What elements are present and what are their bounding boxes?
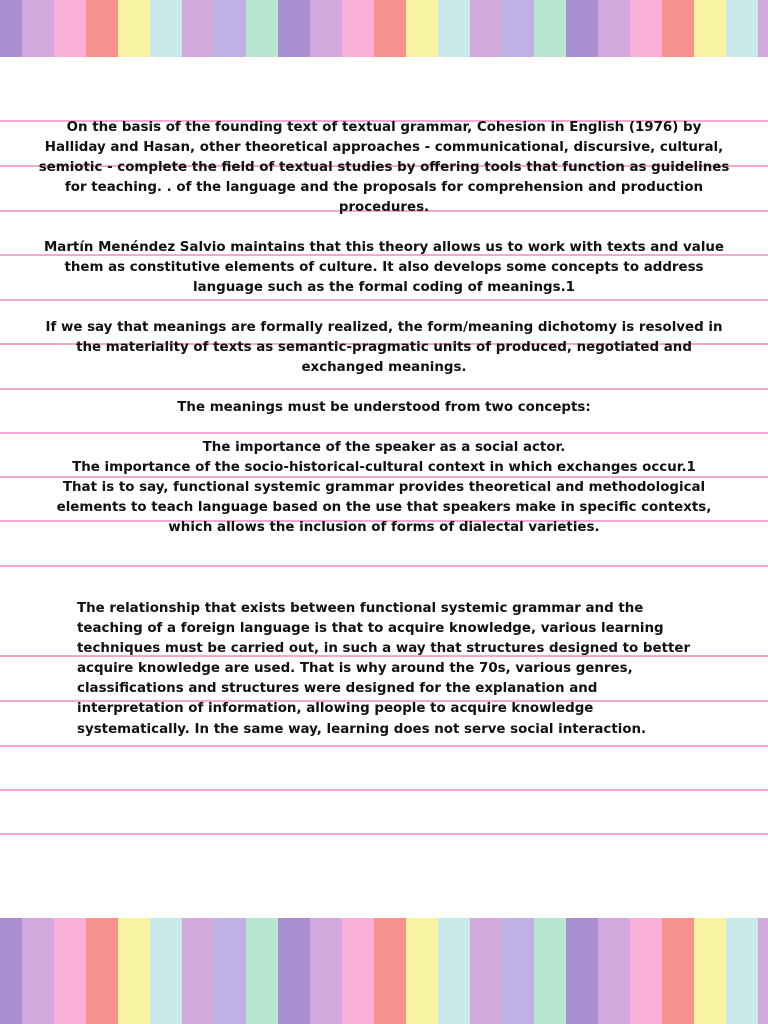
ruled-line — [0, 432, 768, 434]
ruled-line — [0, 565, 768, 567]
stripe — [86, 0, 118, 57]
stripe — [470, 918, 502, 1024]
paragraph-form-meaning: If we say that meanings are formally realized, the form/meaning dichotomy is resolved in the materiality of texts as semantic-pragmatic units of produced, negotiated and exchanged meanings. — [45, 320, 723, 376]
paragraph-cohesion-intro: On the basis of the founding text of textual grammar, Cohesion in English (1976) by Halliday and Hasan, other theoretical approaches - communicational, discursive, cultural, semiotic - complete the field of textual studies by offering tools that function as guidelines for teaching. . of the language and the proposals for comprehension and production procedures. — [38, 120, 730, 216]
stripe — [438, 918, 470, 1024]
stripe — [502, 918, 534, 1024]
stripe — [86, 918, 118, 1024]
stripe — [278, 0, 310, 57]
stripe — [694, 918, 726, 1024]
stripe — [0, 0, 22, 57]
stripe — [726, 918, 758, 1024]
stripe — [342, 918, 374, 1024]
stripe — [566, 0, 598, 57]
stripe — [342, 0, 374, 57]
stripe — [182, 918, 214, 1024]
stripe — [598, 918, 630, 1024]
ruled-line — [0, 789, 768, 791]
stripe — [118, 0, 150, 57]
stripe — [470, 0, 502, 57]
paragraph-menendez-salvio: Martín Menéndez Salvio maintains that this theory allows us to work with texts and value them as constitutive elements of culture. It also develops some concepts to address language such as the formal coding of meanings.1 — [43, 240, 725, 296]
stripe — [534, 0, 566, 57]
stripe — [278, 918, 310, 1024]
bottom-stripe-border — [0, 918, 768, 1024]
stripe — [566, 918, 598, 1024]
stripe — [246, 918, 278, 1024]
stripe — [54, 0, 86, 57]
stripe — [310, 918, 342, 1024]
ruled-line — [0, 833, 768, 835]
paragraph-foreign-language: The relationship that exists between functional systemic grammar and the teaching of a foreign language is that to acquire knowledge, various learning techniques must be carried out, in such a way that structures designed to better acquire knowledge are used. That is why around the 70s, various genres, classifications and structures were designed for the explanation and interpretation of information, allowing people to acquire knowledge systematically. In the same way, learning does not serve social interaction. — [77, 601, 691, 737]
ruled-line — [0, 388, 768, 390]
stripe — [214, 0, 246, 57]
stripe — [502, 0, 534, 57]
paragraph-speaker-context: The importance of the speaker as a social actor. The importance of the socio-historical-cultural context in which exchanges occur.1 That is to say, functional systemic grammar provides theoretical and methodological elements to teach language based on the use that speakers make in specific contexts, which allows the inclusion of forms of dialectal varieties. — [56, 440, 712, 536]
stripe — [374, 0, 406, 57]
stripe — [118, 918, 150, 1024]
stripe — [150, 0, 182, 57]
stripe — [534, 918, 566, 1024]
stripe — [22, 0, 54, 57]
stripe — [630, 0, 662, 57]
stripe — [406, 918, 438, 1024]
ruled-line — [0, 299, 768, 301]
top-stripe-border — [0, 0, 768, 57]
stripe — [246, 0, 278, 57]
stripe — [726, 0, 758, 57]
stripe — [214, 918, 246, 1024]
stripe — [662, 918, 694, 1024]
stripe — [54, 918, 86, 1024]
stripe — [598, 0, 630, 57]
stripe — [182, 0, 214, 57]
stripe — [310, 0, 342, 57]
ruled-line — [0, 745, 768, 747]
stripe — [22, 918, 54, 1024]
stripe — [758, 918, 768, 1024]
stripe — [630, 918, 662, 1024]
stripe — [662, 0, 694, 57]
stripe — [406, 0, 438, 57]
stripe — [758, 0, 768, 57]
stripe — [0, 918, 22, 1024]
stripe — [150, 918, 182, 1024]
stripe — [694, 0, 726, 57]
paragraph-two-concepts: The meanings must be understood from two concepts: — [177, 400, 591, 415]
stripe — [374, 918, 406, 1024]
stripe — [438, 0, 470, 57]
